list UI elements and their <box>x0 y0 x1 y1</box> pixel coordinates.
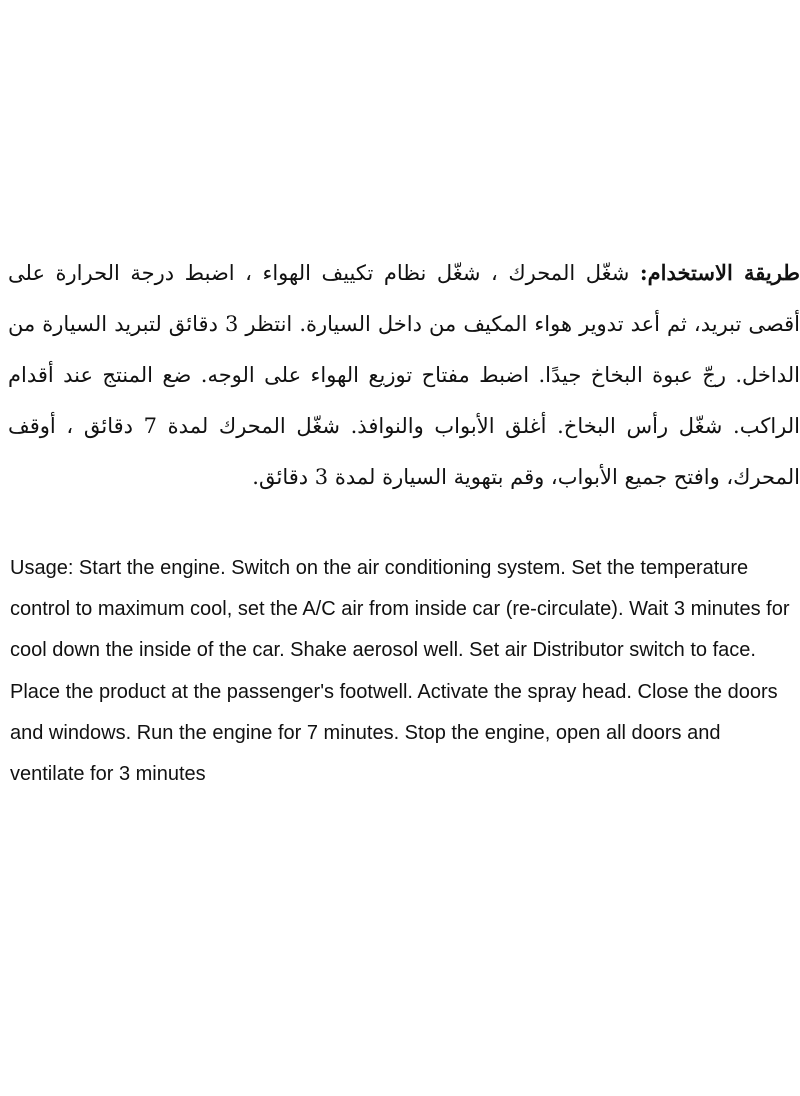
english-usage-paragraph: Usage: Start the engine. Switch on the air conditioning system. Set the temperature control to maximum cool, set the A/C air from inside car (re-circulate). Wait 3 minutes for cool down the inside of the car. Shake aerosol well. Set air Distributor switch to face. Place the product at the passenger's footwell. Activate the spray head. Close the doors and windows. Run the engine for 7 minutes. Stop the engine, open all doors and ventilate for 3 minutes <box>10 557 790 786</box>
arabic-usage-text: شغّل المحرك ، شغّل نظام تكييف الهواء ، اضبط درجة الحرارة على أقصى تبريد، ثم أعد تدوير هواء المكيف من داخل السيارة. انتظر 3 دقائق لتبريد السيارة من الداخل. رجّ عبوة البخاخ جيدًا. اضبط مفتاح توزيع الهواء على الوجه. ضع المنتج عند أقدام الراكب. شغّل رأس البخاخ. أغلق الأبواب والنوافذ. شغّل المحرك لمدة 7 دقائق ، أوقف المحرك، وافتح جميع الأبواب، وقم بتهوية السيارة لمدة 3 دقائق. <box>8 261 800 489</box>
arabic-usage-label: طريقة الاستخدام: <box>639 260 800 285</box>
arabic-usage-paragraph <box>0 247 800 503</box>
